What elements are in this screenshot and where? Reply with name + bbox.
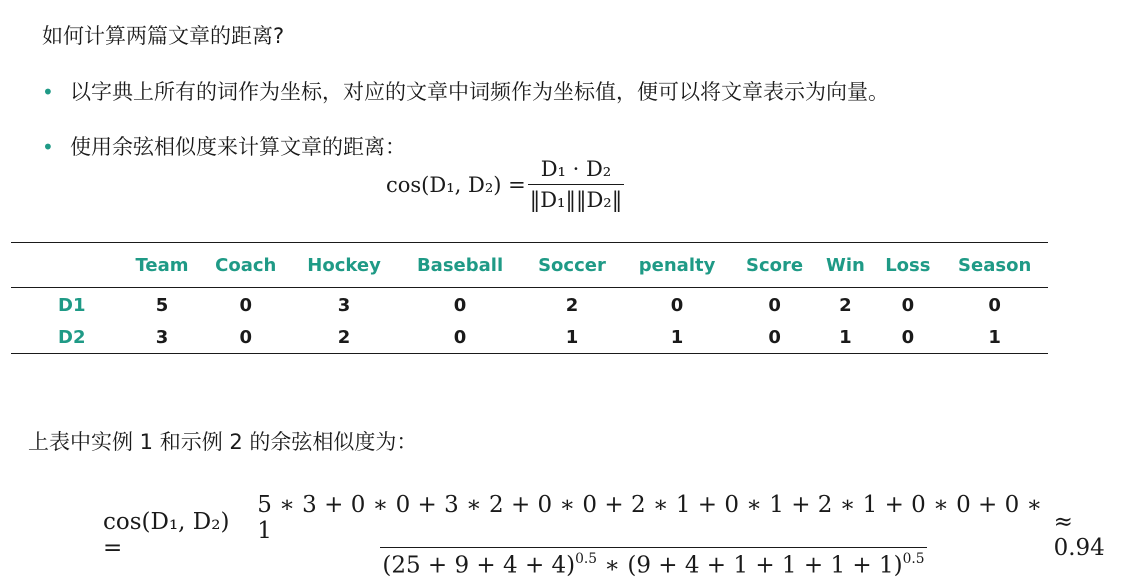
cosine-formula	[386, 157, 626, 212]
table-cell: 0	[201, 321, 291, 354]
table-cell: 2	[839, 294, 852, 316]
table-header-row	[11, 243, 1048, 288]
column-header: penalty	[621, 243, 732, 288]
column-header: Season	[941, 243, 1048, 288]
table-cell: 0	[901, 294, 915, 316]
table-cell: 0	[874, 321, 941, 354]
formula-fraction	[528, 157, 625, 212]
calc-den-part1: (25 + 9 + 4 + 4)	[382, 552, 576, 579]
table-cell: 5	[155, 294, 169, 316]
table-row	[11, 321, 1048, 354]
similarity-calculation-formula	[103, 492, 1130, 579]
table-cell: 0	[239, 294, 252, 316]
column-header: Hockey	[291, 243, 398, 288]
slide-title: 如何计算两篇文章的距离?	[42, 24, 285, 48]
table-cell: 3	[337, 294, 351, 316]
bullet-text-2: 使用余弦相似度来计算文章的距离：	[70, 135, 406, 159]
table-cell: 0	[398, 321, 523, 354]
column-header: Soccer	[523, 243, 622, 288]
bullet-text-1: 以字典上所有的词作为坐标，对应的文章中词频作为坐标值，便可以将文章表示为向量。	[70, 80, 889, 104]
calc-den-exp2: 0.5	[902, 551, 925, 567]
column-header: Score	[733, 243, 817, 288]
table-cell: 1	[816, 321, 874, 354]
row-label: D2	[11, 321, 123, 354]
column-header: Win	[816, 243, 874, 288]
table-cell: 1	[621, 321, 732, 354]
table-cell: 1	[523, 321, 622, 354]
calc-result: ≈ 0.94	[1053, 509, 1105, 562]
formula-denominator: ‖D₁‖‖D₂‖	[528, 184, 625, 212]
term-frequency-table	[11, 242, 1048, 354]
column-header: Baseball	[398, 243, 523, 288]
table-cell: 2	[565, 294, 579, 316]
table-cell: 0	[670, 294, 684, 316]
table-cell: 0	[768, 294, 781, 316]
table-cell: 0	[988, 294, 1001, 316]
table-cell: 3	[123, 321, 201, 354]
formula-numerator: D₁ · D₂	[540, 157, 612, 181]
calc-denominator	[380, 547, 926, 579]
formula-lhs: cos(D₁, D₂) =	[386, 172, 526, 197]
column-header: Loss	[874, 243, 941, 288]
calc-den-part2: (9 + 4 + 1 + 1 + 1 + 1)	[627, 552, 903, 579]
calc-lhs: cos(D₁, D₂) =	[103, 509, 230, 562]
table-cell: 0	[733, 321, 817, 354]
bullet-dot-icon: •	[42, 80, 54, 104]
row-label: D1	[58, 294, 86, 316]
table-cell: 0	[453, 294, 467, 316]
bullet-item-2	[42, 131, 406, 161]
calc-den-exp1: 0.5	[575, 551, 598, 567]
bullet-dot-icon: •	[42, 135, 54, 159]
table-cell: 2	[291, 321, 398, 354]
table-row	[11, 288, 1048, 322]
calc-numerator: 5 ∗ 3 + 0 ∗ 0 + 3 ∗ 2 + 0 ∗ 0 + 2 ∗ 1 + 0 ∗ 1 + 2 ∗ 1 + 0 ∗ 0 + 0 ∗ 1	[257, 492, 1043, 544]
column-header: Coach	[201, 243, 291, 288]
calc-fraction	[255, 492, 1051, 579]
bullet-item-1	[42, 76, 889, 106]
table-cell: 1	[941, 321, 1048, 354]
calc-den-mid: ∗	[597, 552, 628, 579]
column-header	[11, 243, 123, 288]
column-header: Team	[123, 243, 201, 288]
similarity-intro-text: 上表中实例 1 和示例 2 的余弦相似度为：	[28, 430, 418, 454]
